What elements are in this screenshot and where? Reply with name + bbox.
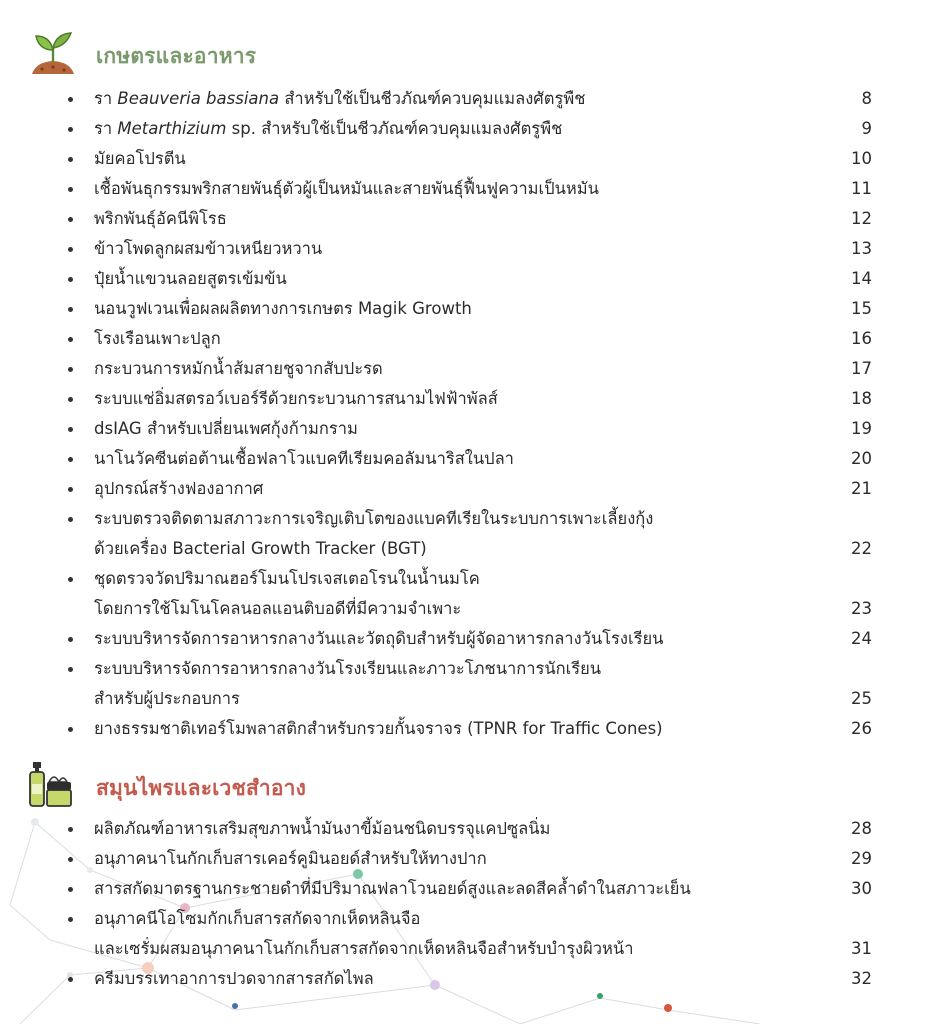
entry-title: มัยคอโปรตีน [94, 149, 186, 168]
entry-page-number: 10 [851, 149, 872, 168]
bullet-icon [68, 827, 73, 832]
entry-title-suffix: สำหรับใช้เป็นชีวภัณฑ์ควบคุมแมลงศัตรูพืช [279, 89, 586, 108]
entry-title-line1: ระบบบริหารจัดการอาหารกลางวันโรงเรียนและภาวะโภชนาการนักเรียน [94, 659, 602, 678]
bullet-icon [68, 517, 73, 522]
bullet-icon [68, 127, 73, 132]
toc-entry[interactable] [0, 324, 928, 354]
bullet-icon [68, 247, 73, 252]
toc-list [0, 84, 928, 744]
entry-page-number: 28 [851, 819, 872, 838]
entry-title [94, 84, 585, 114]
cosmetic-bottle-jar-icon [26, 760, 80, 814]
toc-entry[interactable] [0, 174, 928, 204]
entry-page-number: 21 [851, 479, 872, 498]
entry-title: dsIAG สำหรับเปลี่ยนเพศกุ้งก้ามกราม [94, 419, 358, 438]
entry-page-number: 22 [851, 539, 872, 558]
entry-title-line2: สำหรับผู้ประกอบการ [94, 689, 240, 708]
entry-title-suffix: sp. สำหรับใช้เป็นชีวภัณฑ์ควบคุมแมลงศัตรูพืช [226, 119, 563, 138]
entry-page-number: 24 [851, 629, 872, 648]
toc-entry[interactable] [0, 204, 928, 234]
entry-title: พริกพันธุ์อัคนีพิโรธ [94, 209, 227, 228]
entry-title-line2: โดยการใช้โมโนโคลนอลแอนติบอดีที่มีความจำเพาะ [94, 599, 462, 618]
entry-title-line1: ชุดตรวจวัดปริมาณฮอร์โมนโปรเจสเตอโรนในน้ำนมโค [94, 569, 480, 588]
section-agriculture-food [0, 28, 928, 744]
entry-page-number: 25 [851, 689, 872, 708]
entry-title [94, 114, 562, 144]
bullet-icon [68, 637, 73, 642]
entry-title: ครีมบรรเทาอาการปวดจากสารสกัดไพล [94, 969, 374, 988]
entry-scientific-name: Metarthizium [117, 119, 227, 138]
toc-entry[interactable] [0, 964, 928, 994]
bullet-icon [68, 217, 73, 222]
entry-title: สารสกัดมาตรฐานกระชายดำที่มีปริมาณฟลาโวนอยด์สูงและลดสีคล้ำดำในสภาวะเย็น [94, 879, 691, 898]
bullet-icon [68, 397, 73, 402]
toc-entry[interactable] [0, 114, 928, 144]
entry-page-number: 17 [851, 359, 872, 378]
entry-page-number: 32 [851, 969, 872, 988]
bullet-icon [68, 857, 73, 862]
entry-page-number: 26 [851, 719, 872, 738]
bullet-icon [68, 187, 73, 192]
bullet-icon [68, 367, 73, 372]
entry-title: กระบวนการหมักน้ำส้มสายชูจากสับปะรด [94, 359, 383, 378]
bullet-icon [68, 917, 73, 922]
bullet-icon [68, 277, 73, 282]
entry-title: ผลิตภัณฑ์อาหารเสริมสุขภาพน้ำมันงาขี้ม้อนชนิดบรรจุแคปซูลนิ่ม [94, 819, 551, 838]
toc-entry[interactable] [0, 844, 928, 874]
entry-page-number: 8 [861, 89, 872, 108]
toc-entry[interactable] [0, 874, 928, 904]
toc-entry[interactable] [0, 264, 928, 294]
bullet-icon [68, 977, 73, 982]
entry-title: ยางธรรมชาติเทอร์โมพลาสติกสำหรับกรวยกั้นจราจร (TPNR for Traffic Cones) [94, 719, 663, 738]
toc-entry[interactable] [0, 384, 928, 414]
entry-page-number: 14 [851, 269, 872, 288]
entry-page-number: 20 [851, 449, 872, 468]
entry-title: นาโนวัคซีนต่อต้านเชื้อฟลาโวแบคทีเรียมคอลัมนาริสในปลา [94, 449, 514, 468]
entry-page-number: 16 [851, 329, 872, 348]
toc-entry[interactable] [0, 904, 928, 964]
toc-entry[interactable] [0, 144, 928, 174]
entry-title-prefix: รา [94, 119, 118, 138]
entry-title: โรงเรือนเพาะปลูก [94, 329, 221, 348]
section-title: สมุนไพรและเวชสำอาง [96, 776, 307, 800]
bullet-icon [68, 487, 73, 492]
entry-scientific-name: Beauveria bassiana [117, 89, 280, 108]
toc-entry[interactable] [0, 714, 928, 744]
section-header [0, 28, 928, 78]
entry-title: ระบบแช่อิ่มสตรอว์เบอร์รีด้วยกระบวนการสนามไฟฟ้าพัลส์ [94, 389, 498, 408]
toc-entry[interactable] [0, 414, 928, 444]
bullet-icon [68, 457, 73, 462]
entry-page-number: 15 [851, 299, 872, 318]
entry-page-number: 23 [851, 599, 872, 618]
entry-title: ปุ๋ยน้ำแขวนลอยสูตรเข้มข้น [94, 269, 287, 288]
toc-entry[interactable] [0, 564, 928, 624]
bullet-icon [68, 667, 73, 672]
entry-title-prefix: รา [94, 89, 118, 108]
bullet-icon [68, 337, 73, 342]
bullet-icon [68, 97, 73, 102]
sprouting-plant-icon [26, 28, 80, 82]
section-title: เกษตรและอาหาร [96, 44, 257, 68]
entry-title: นอนวูฟเวนเพื่อผลผลิตทางการเกษตร Magik Growth [94, 299, 472, 318]
entry-title: ระบบบริหารจัดการอาหารกลางวันและวัตถุดิบสำหรับผู้จัดอาหารกลางวันโรงเรียน [94, 629, 664, 648]
toc-entry[interactable] [0, 84, 928, 114]
bullet-icon [68, 157, 73, 162]
toc-entry[interactable] [0, 654, 928, 714]
bullet-icon [68, 307, 73, 312]
toc-entry[interactable] [0, 474, 928, 504]
entry-title: อนุภาคนาโนกักเก็บสารเคอร์คูมินอยด์สำหรับให้ทางปาก [94, 849, 487, 868]
entry-title-line2: และเซรั่มผสมอนุภาคนาโนกักเก็บสารสกัดจากเห็ดหลินจือสำหรับบำรุงผิวหน้า [94, 939, 634, 958]
entry-title-line2: ด้วยเครื่อง Bacterial Growth Tracker (BGT) [94, 539, 427, 558]
entry-page-number: 9 [861, 119, 872, 138]
toc-entry[interactable] [0, 444, 928, 474]
entry-title-line1: อนุภาคนีโอโซมกักเก็บสารสกัดจากเห็ดหลินจือ [94, 909, 421, 928]
section-herbal-cosmeceutical [0, 760, 928, 994]
toc-entry[interactable] [0, 814, 928, 844]
toc-entry[interactable] [0, 504, 928, 564]
entry-page-number: 29 [851, 849, 872, 868]
entry-page-number: 30 [851, 879, 872, 898]
toc-entry[interactable] [0, 624, 928, 654]
section-header [0, 760, 928, 810]
bullet-icon [68, 427, 73, 432]
entry-title: เชื้อพันธุกรรมพริกสายพันธุ์ตัวผู้เป็นหมันและสายพันธุ์ฟื้นฟูความเป็นหมัน [94, 179, 599, 198]
toc-entry[interactable] [0, 354, 928, 384]
entry-page-number: 19 [851, 419, 872, 438]
bullet-icon [68, 887, 73, 892]
bullet-icon [68, 577, 73, 582]
entry-title-line1: ระบบตรวจติดตามสภาวะการเจริญเติบโตของแบคทีเรียในระบบการเพาะเลี้ยงกุ้ง [94, 509, 654, 528]
entry-page-number: 11 [851, 179, 872, 198]
entry-title: อุปกรณ์สร้างฟองอากาศ [94, 479, 264, 498]
entry-page-number: 18 [851, 389, 872, 408]
entry-page-number: 13 [851, 239, 872, 258]
bullet-icon [68, 727, 73, 732]
entry-page-number: 31 [851, 939, 872, 958]
entry-title: ข้าวโพดลูกผสมข้าวเหนียวหวาน [94, 239, 323, 258]
toc-entry[interactable] [0, 234, 928, 264]
toc-entry[interactable] [0, 294, 928, 324]
toc-list [0, 814, 928, 994]
entry-page-number: 12 [851, 209, 872, 228]
